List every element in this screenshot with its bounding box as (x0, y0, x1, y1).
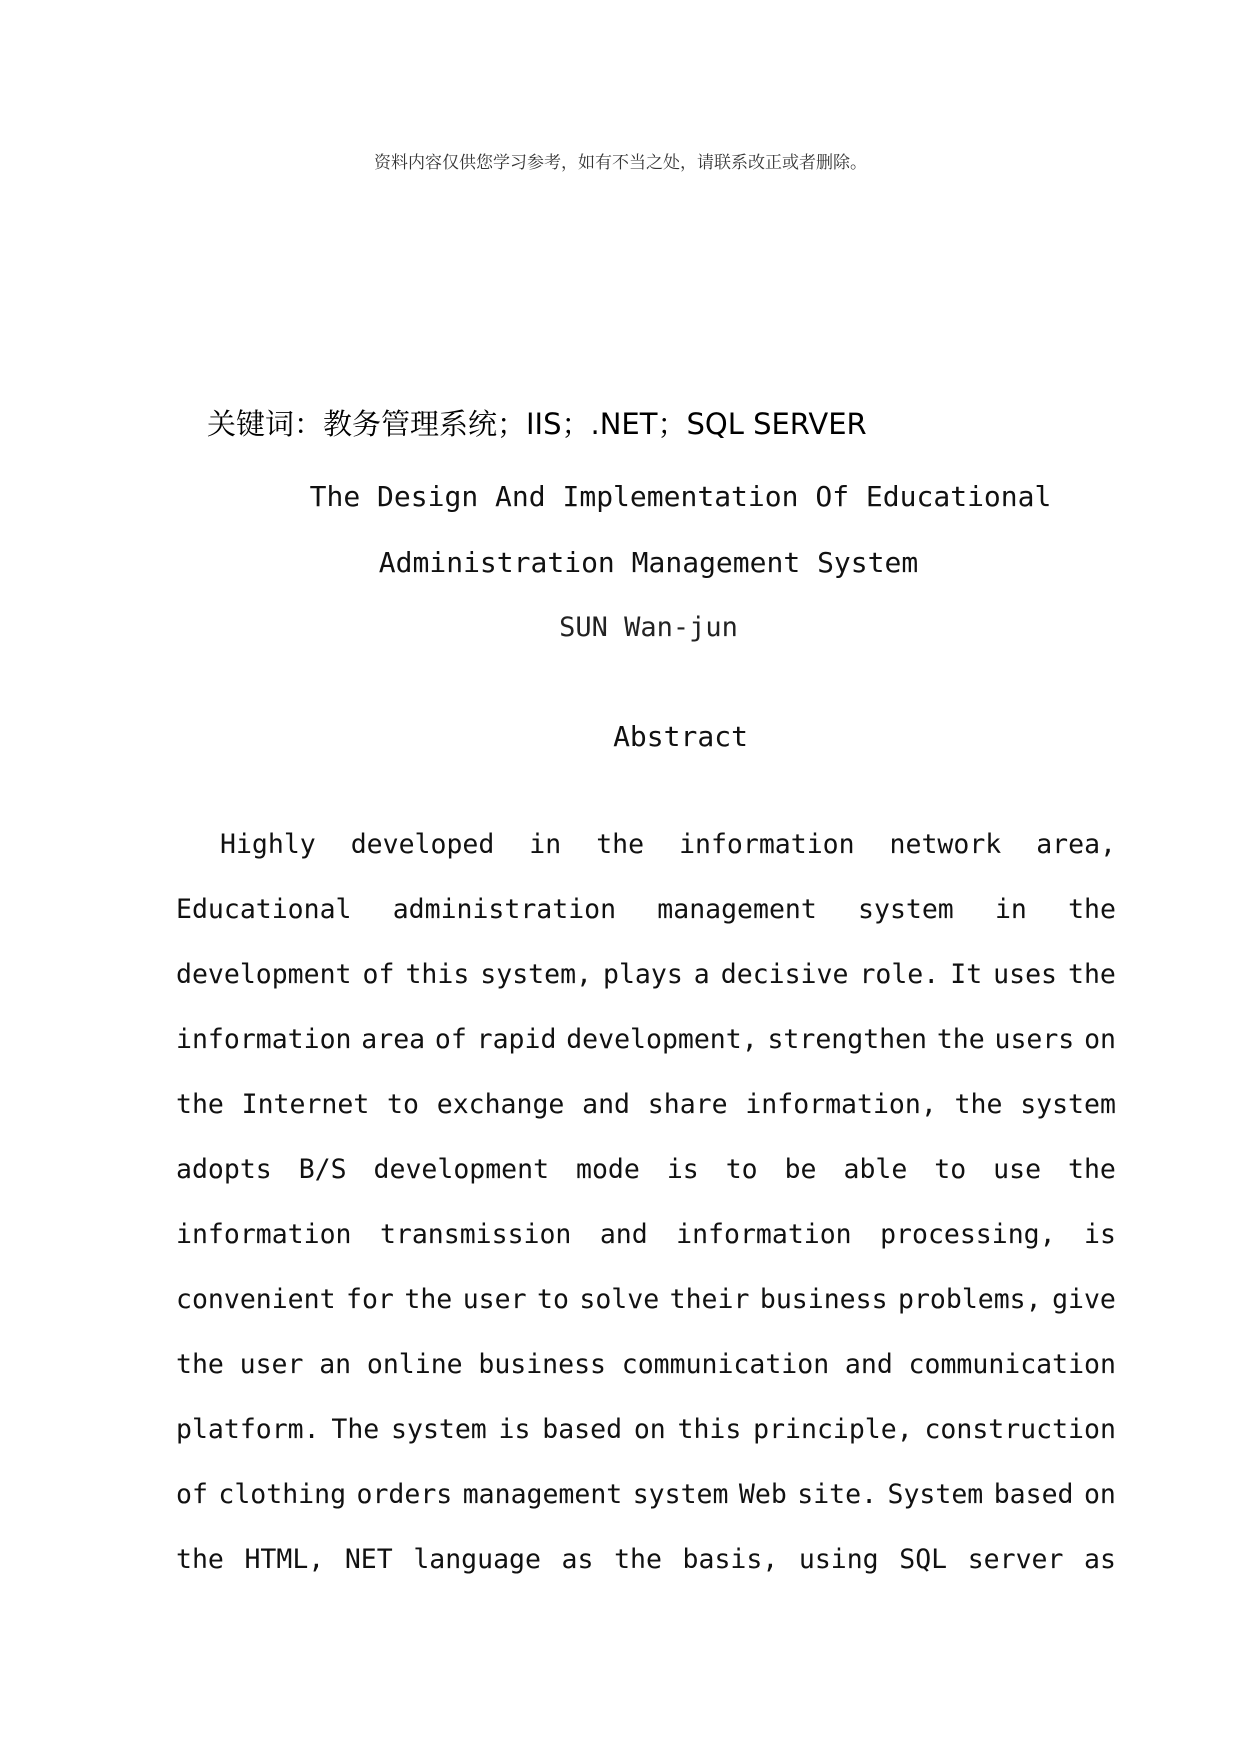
abstract-word: and (599, 1219, 648, 1250)
abstract-word: System (887, 1479, 984, 1510)
abstract-word: as (561, 1544, 594, 1575)
abstract-word: administration (392, 894, 617, 925)
abstract-word: Highly (220, 829, 316, 860)
abstract-word: on (1083, 1479, 1116, 1510)
abstract-heading: Abstract (613, 720, 748, 753)
abstract-word: clothing (218, 1479, 347, 1510)
abstract-word: development (176, 959, 352, 990)
abstract-word: communication (621, 1349, 830, 1380)
abstract-word: strengthen (767, 1024, 928, 1055)
abstract-word: principle, (753, 1414, 913, 1445)
abstract-word: processing, (880, 1219, 1056, 1250)
english-title-line-1: The Design And Implementation Of Educational (309, 480, 1052, 513)
abstract-word: server (967, 1544, 1064, 1575)
abstract-word: the (596, 829, 645, 860)
abstract-line (176, 1007, 1116, 1072)
abstract-word: problems, (898, 1284, 1042, 1315)
abstract-line (176, 812, 1116, 877)
abstract-word: NET (344, 1544, 393, 1575)
abstract-word: an (319, 1349, 352, 1380)
abstract-line (176, 1397, 1116, 1462)
abstract-line (176, 1332, 1116, 1397)
abstract-word: solve (579, 1284, 660, 1315)
abstract-word: able (843, 1154, 908, 1185)
abstract-word: B/S (298, 1154, 347, 1185)
abstract-word: a (693, 959, 710, 990)
abstract-word: the (404, 1284, 453, 1315)
abstract-word: to (537, 1284, 569, 1315)
abstract-word: exchange (436, 1089, 565, 1120)
abstract-word: and (582, 1089, 631, 1120)
abstract-word: be (784, 1154, 817, 1185)
author-name: SUN Wan-jun (559, 612, 738, 643)
abstract-word: the (176, 1349, 224, 1380)
abstract-word: plays (603, 959, 683, 990)
abstract-word: mode (576, 1154, 640, 1185)
abstract-word: the (176, 1544, 224, 1575)
abstract-word: based (993, 1479, 1074, 1510)
abstract-word: area, (1036, 829, 1116, 860)
abstract-word: of (176, 1479, 208, 1510)
abstract-word: online (366, 1349, 463, 1380)
abstract-word: adopts (176, 1154, 272, 1185)
abstract-word: communication (908, 1349, 1116, 1380)
abstract-word: the (176, 1089, 224, 1120)
abstract-word: management (657, 894, 817, 925)
abstract-word: SQL (899, 1544, 948, 1575)
abstract-word: basis, (682, 1544, 779, 1575)
abstract-line (176, 942, 1116, 1007)
abstract-word: to (934, 1154, 967, 1185)
abstract-word: system (391, 1414, 487, 1445)
abstract-word: Web (738, 1479, 787, 1510)
abstract-word: their (669, 1284, 750, 1315)
abstract-word: on (1084, 1024, 1116, 1055)
abstract-word: the (614, 1544, 662, 1575)
abstract-word: users (994, 1024, 1075, 1055)
abstract-word: system (1020, 1089, 1116, 1120)
abstract-word: system (632, 1479, 729, 1510)
abstract-word: using (798, 1544, 879, 1575)
abstract-word: to (725, 1154, 758, 1185)
abstract-line (176, 1462, 1116, 1527)
abstract-word: in (529, 829, 562, 860)
abstract-word: The (331, 1414, 380, 1445)
abstract-word: is (498, 1414, 531, 1445)
abstract-word: give (1052, 1284, 1116, 1315)
abstract-word: of (362, 959, 395, 990)
abstract-word: rapid (476, 1024, 557, 1055)
abstract-word: and (844, 1349, 893, 1380)
abstract-word: business (759, 1284, 888, 1315)
abstract-word: the (936, 1024, 985, 1055)
abstract-word: based (542, 1414, 623, 1445)
abstract-line (176, 1527, 1116, 1592)
page-header-note: 资料内容仅供您学习参考，如有不当之处，请联系改正或者删除。 (374, 153, 867, 173)
abstract-word: construction (924, 1414, 1116, 1445)
abstract-word: this (405, 959, 470, 990)
abstract-line (176, 1202, 1116, 1267)
abstract-word: uses (993, 959, 1057, 990)
abstract-word: share (647, 1089, 728, 1120)
abstract-word: Internet (241, 1089, 370, 1120)
abstract-word: development (373, 1154, 550, 1185)
abstract-word: in (994, 894, 1027, 925)
abstract-word: as (1084, 1544, 1116, 1575)
abstract-line (176, 1137, 1116, 1202)
abstract-word: to (387, 1089, 419, 1120)
abstract-word: on (633, 1414, 666, 1445)
abstract-line (176, 877, 1116, 942)
abstract-word: user (462, 1284, 527, 1315)
abstract-word: of (434, 1024, 467, 1055)
abstract-word: area (361, 1024, 426, 1055)
abstract-word: network (889, 829, 1002, 860)
abstract-word: the (1068, 959, 1116, 990)
abstract-word: management (462, 1479, 623, 1510)
abstract-word: decisive (720, 959, 849, 990)
abstract-word: It (950, 959, 983, 990)
abstract-word: user (239, 1349, 304, 1380)
abstract-word: the (1068, 894, 1116, 925)
abstract-word: orders (356, 1479, 453, 1510)
abstract-word: information (176, 1024, 352, 1055)
abstract-word: role. (859, 959, 940, 990)
abstract-word: convenient (176, 1284, 336, 1315)
abstract-word: is (666, 1154, 699, 1185)
abstract-word: information (679, 829, 855, 860)
abstract-word: system (858, 894, 954, 925)
abstract-body (176, 812, 1116, 1592)
abstract-word: Educational (176, 894, 352, 925)
abstract-word: this (677, 1414, 742, 1445)
abstract-word: transmission (379, 1219, 572, 1250)
abstract-word: information (176, 1219, 352, 1250)
abstract-word: information, (745, 1089, 937, 1120)
abstract-word: platform. (176, 1414, 320, 1445)
abstract-word: the (1068, 1154, 1116, 1185)
abstract-word: for (346, 1284, 394, 1315)
abstract-word: the (954, 1089, 1003, 1120)
abstract-word: development, (566, 1024, 758, 1055)
abstract-line (176, 1072, 1116, 1137)
abstract-word: language (413, 1544, 541, 1575)
abstract-word: developed (350, 829, 495, 860)
abstract-word: HTML, (244, 1544, 325, 1575)
abstract-word: use (993, 1154, 1042, 1185)
abstract-word: system, (480, 959, 592, 990)
keywords-line: 关键词：教务管理系统；IIS；.NET；SQL SERVER (207, 407, 867, 441)
abstract-word: business (478, 1349, 606, 1380)
abstract-word: site. (797, 1479, 878, 1510)
abstract-word: information (676, 1219, 852, 1250)
abstract-line (176, 1267, 1116, 1332)
abstract-word: is (1084, 1219, 1116, 1250)
english-title-line-2: Administration Management System (378, 546, 919, 579)
